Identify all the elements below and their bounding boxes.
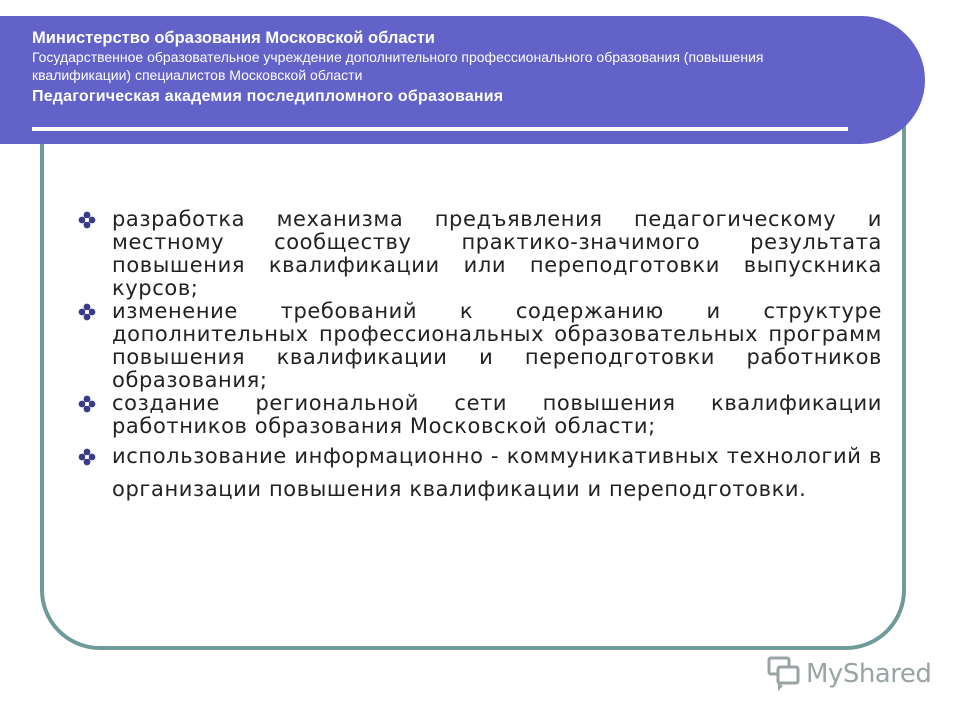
diamond-bullet-icon — [78, 395, 96, 413]
list-item-text: изменение требований к содержанию и структуре дополнительных профессиональных образовательных программ повышения квалификации и переподготовки работников образования; — [112, 299, 882, 392]
ministry-title: Министерство образования Московской области — [32, 29, 435, 47]
logo-text: MyShared — [806, 659, 932, 689]
diamond-bullet-icon — [78, 448, 96, 466]
list-item — [76, 392, 882, 438]
list-item — [76, 208, 882, 300]
list-item — [76, 300, 882, 392]
myshared-logo-icon — [766, 656, 804, 692]
institution-name: Государственное образовательное учреждение дополнительного профессионального образования (повышения квалификации) специалистов Московской области — [32, 49, 764, 83]
list-item-text: разработка механизма предъявления педагогическому и местному сообществу практико-значимого результата повышения квалификации или переподготовки выпускника курсов; — [112, 207, 882, 300]
list-item-text: использование информационно - коммуникативных технологий в организации повышения квалификации и переподготовки. — [112, 444, 882, 501]
list-item-text: создание региональной сети повышения квалификации работников образования Московской области; — [112, 391, 882, 438]
list-item — [76, 440, 882, 506]
diamond-bullet-icon — [78, 211, 96, 229]
header-divider — [32, 127, 848, 131]
myshared-logo[interactable] — [766, 656, 936, 692]
academy-name: Педагогическая академия последипломного образования — [32, 88, 504, 105]
header-text — [32, 28, 832, 108]
diamond-bullet-icon — [78, 303, 96, 321]
bullet-list — [76, 208, 882, 506]
header-banner — [0, 16, 925, 144]
